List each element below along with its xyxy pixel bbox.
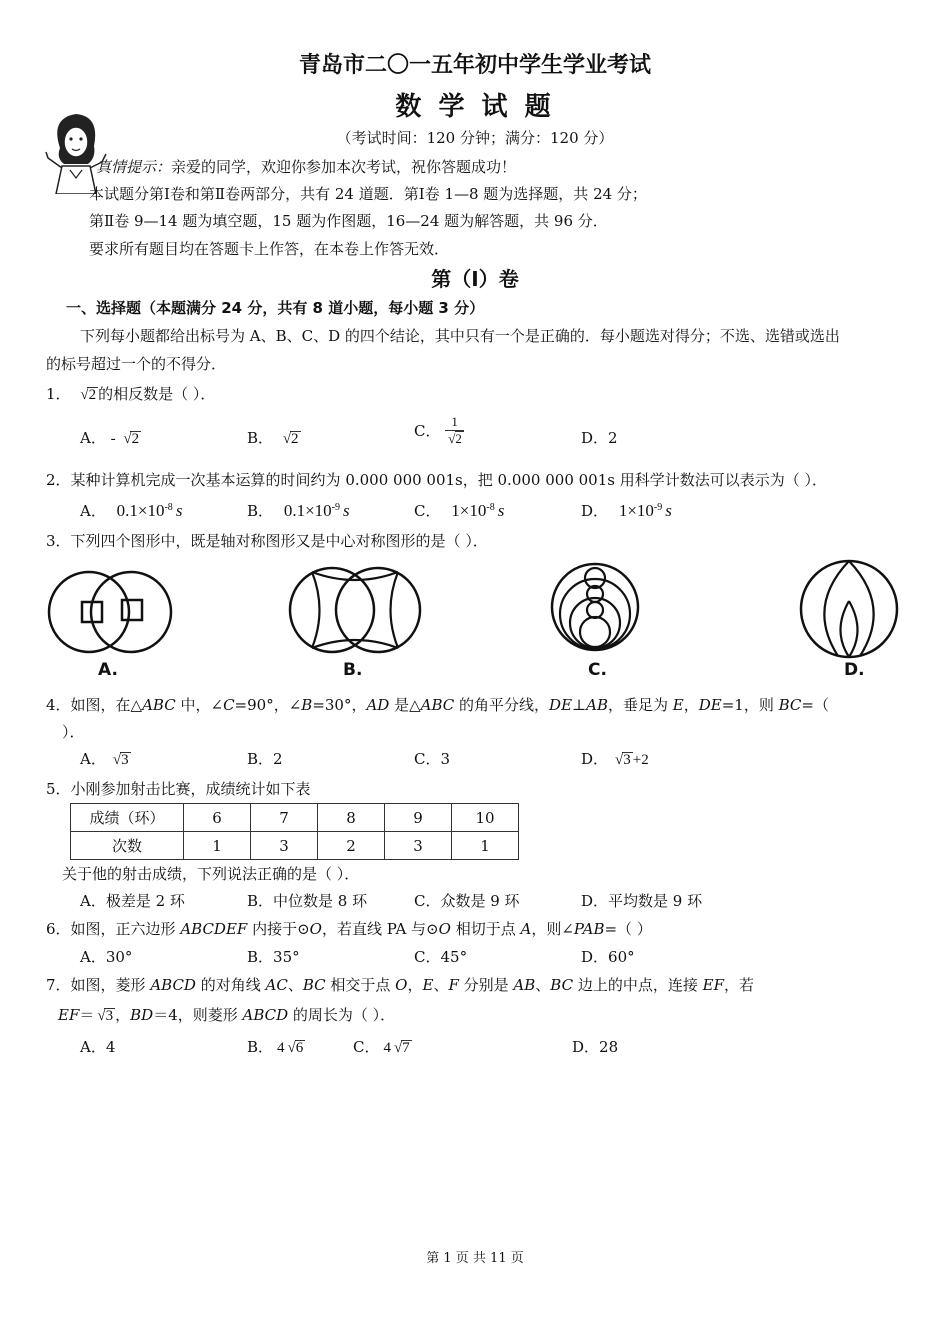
question-1-stem: 1． √ 2 的相反数是（ ）． [46, 383, 215, 404]
q2-option-d[interactable]: D． $1\times 10^{-9}$ s [581, 501, 672, 520]
q3-figure-b[interactable] [282, 560, 432, 670]
q7-option-a[interactable]: A．4 [80, 1038, 116, 1056]
question-6-stem: 6．如图，正六边形 ABCDEF 内接于⊙O，若直线 PA 与⊙O 相切于点 A，则∠PAB=（ ） [46, 920, 652, 938]
q4-option-b[interactable]: B．2 [247, 750, 283, 768]
q3-label-d: D. [844, 660, 865, 680]
note-line-2: 本试题分第Ⅰ卷和第Ⅱ卷两部分，共有 24 道题．第Ⅰ卷 1—8 题为选择题，共 24 分； [89, 185, 647, 203]
question-7-stem: 7．如图，菱形 ABCD 的对角线 AC、BC 相交于点 O，E、F 分别是 AB、BC 边上的中点，连接 EF，若 [46, 976, 754, 994]
cartoon-girl-icon [40, 108, 112, 194]
page-number: 第 1 页 共 11 页 [426, 1251, 524, 1266]
q3-label-a: A. [98, 660, 118, 680]
sqrt-2: √ 2 [87, 387, 98, 403]
section-instructions-1: 下列每小题都给出标号为 A、B、C、D 的四个结论，其中只有一个是正确的．每小题选对得分；不选、选错或选出 [80, 327, 840, 345]
q4-option-d[interactable]: D．√ 3 +2 [581, 748, 649, 769]
table-row: 次数 1 3 2 3 1 [71, 832, 519, 860]
question-5-stem: 5．小刚参加射击比赛，成绩统计如下表 [46, 780, 311, 798]
section-heading: 一、选择题（本题满分 24 分，共有 8 道小题，每小题 3 分） [66, 299, 485, 317]
q3-figure-d[interactable] [796, 556, 902, 662]
q6-option-d[interactable]: D．60° [581, 948, 635, 966]
question-7-stem-line2: EF＝√ 3 ，BD＝4，则菱形 ABCD 的周长为（ ）． [58, 1004, 395, 1025]
q2-option-a[interactable]: A． $0.1\times 10^{-8}$ s [80, 501, 183, 520]
tip-text: 亲爱的同学，欢迎你参加本次考试，祝你答题成功！ [171, 158, 517, 176]
table-row: 成绩（环） 6 7 8 9 10 [71, 804, 519, 832]
q7-option-d[interactable]: D．28 [572, 1038, 619, 1056]
q6-option-c[interactable]: C．45° [414, 948, 468, 966]
q3-label-b: B. [343, 660, 363, 680]
q4-option-c[interactable]: C．3 [414, 750, 451, 768]
q1-option-b[interactable]: B． √ 2 [247, 427, 301, 448]
tip-label: 真情提示： [96, 158, 172, 176]
subject-title: 数 学 试 题 [395, 92, 555, 122]
q7-option-b[interactable]: B． 4√ 6 [247, 1036, 305, 1057]
q1-option-d[interactable]: D．2 [581, 429, 618, 447]
tip-line [96, 156, 516, 177]
q3-label-c: C. [588, 660, 607, 680]
q1-option-c[interactable]: C． 1 √ 2 [414, 414, 464, 447]
part-title: 第（Ⅰ）卷 [431, 267, 519, 291]
q3-figure-c[interactable] [548, 560, 643, 655]
q6-option-b[interactable]: B．35° [247, 948, 300, 966]
section-instructions-2: 的标号超过一个的不得分． [46, 355, 227, 373]
q1-option-a[interactable]: A． - √ 2 [80, 427, 141, 448]
exam-title: 青岛市二〇一五年初中学生学业考试 [298, 53, 651, 78]
exam-info: （考试时间：120 分钟；满分：120 分） [336, 129, 614, 147]
q6-option-a[interactable]: A．30° [80, 948, 133, 966]
q4-option-a[interactable]: A．√ 3 [80, 748, 131, 769]
question-3-stem: 3．下列四个图形中，既是轴对称图形又是中心对称图形的是（ ）． [46, 532, 488, 550]
question-4-stem-cont: ）． [62, 723, 85, 741]
q5-option-b[interactable]: B．中位数是 8 环 [247, 892, 368, 910]
question-5-after: 关于他的射击成绩，下列说法正确的是（ ）． [62, 865, 360, 883]
q5-option-a[interactable]: A．极差是 2 环 [80, 892, 185, 910]
question-2-stem: 2．某种计算机完成一次基本运算的时间约为 0.000 000 001s，把 0.000 000 001s 用科学计数法可以表示为（ ）． [46, 471, 827, 489]
q7-option-c[interactable]: C． 4√ 7 [353, 1036, 412, 1057]
q5-option-d[interactable]: D．平均数是 9 环 [581, 892, 703, 910]
q2-option-c[interactable]: C． $1\times 10^{-8}$ s [414, 501, 505, 520]
score-table [70, 803, 519, 860]
q5-option-c[interactable]: C．众数是 9 环 [414, 892, 520, 910]
note-line-3: 第Ⅱ卷 9—14 题为填空题，15 题为作图题，16—24 题为解答题，共 96 分． [89, 212, 608, 230]
question-4-stem: 4．如图，在△ABC 中，∠C=90°，∠B=30°，AD 是△ABC 的角平分线，DE⊥AB，垂足为 E，DE=1，则 BC=（ [46, 696, 829, 714]
note-line-4: 要求所有题目均在答题卡上作答，在本卷上作答无效． [89, 240, 450, 258]
q2-option-b[interactable]: B． $0.1\times 10^{-9}$ s [247, 501, 350, 520]
